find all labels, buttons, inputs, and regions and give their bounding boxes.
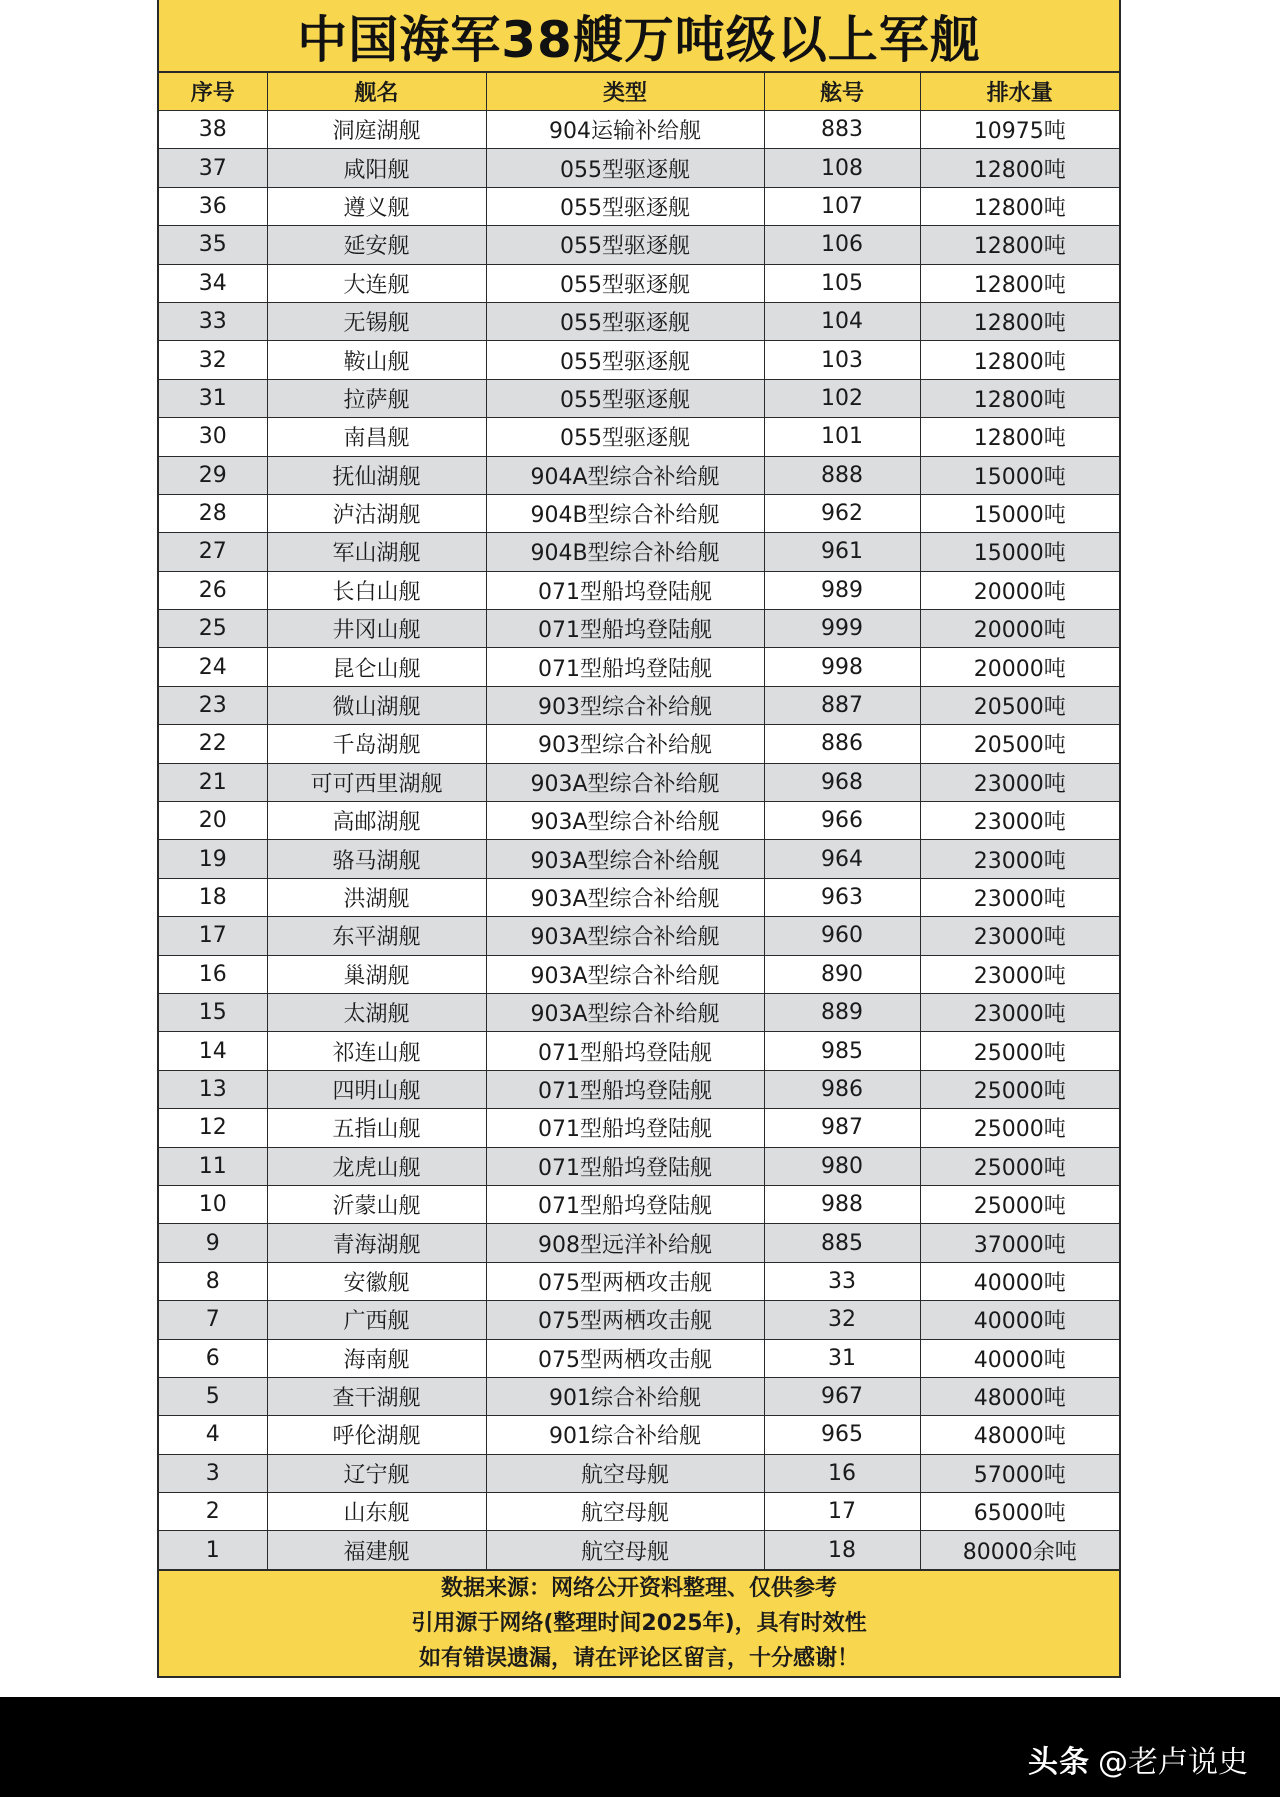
row-number: 21 (159, 763, 267, 801)
ship-type: 903A型综合补给舰 (486, 840, 764, 878)
ship-type: 075型两栖攻击舰 (486, 1339, 764, 1377)
table-row (159, 610, 1119, 648)
ship-name: 安徽舰 (267, 1262, 486, 1300)
table-row (159, 1416, 1119, 1454)
displacement: 20500吨 (920, 686, 1119, 724)
table-row (159, 341, 1119, 379)
displacement: 48000吨 (920, 1416, 1119, 1454)
ship-name: 高邮湖舰 (267, 802, 486, 840)
row-number: 30 (159, 418, 267, 456)
row-number: 4 (159, 1416, 267, 1454)
table-row (159, 456, 1119, 494)
displacement: 25000吨 (920, 1032, 1119, 1070)
displacement: 20000吨 (920, 648, 1119, 686)
row-number: 33 (159, 302, 267, 340)
ship-type: 904B型综合补给舰 (486, 533, 764, 571)
hull-number: 998 (764, 648, 920, 686)
hull-number: 889 (764, 993, 920, 1031)
row-number: 15 (159, 993, 267, 1031)
hull-number: 986 (764, 1070, 920, 1108)
row-number: 24 (159, 648, 267, 686)
displacement: 12800吨 (920, 264, 1119, 302)
table-row (159, 802, 1119, 840)
ship-type: 903A型综合补给舰 (486, 763, 764, 801)
hull-number: 885 (764, 1224, 920, 1262)
displacement: 25000吨 (920, 1109, 1119, 1147)
column-header-number: 序号 (159, 73, 267, 111)
row-number: 7 (159, 1301, 267, 1339)
table-row (159, 1032, 1119, 1070)
hull-number: 987 (764, 1109, 920, 1147)
ship-name: 福建舰 (267, 1531, 486, 1569)
ship-name: 沂蒙山舰 (267, 1185, 486, 1223)
displacement: 37000吨 (920, 1224, 1119, 1262)
ship-name: 长白山舰 (267, 571, 486, 609)
row-number: 22 (159, 725, 267, 763)
row-number: 17 (159, 917, 267, 955)
ship-type: 075型两栖攻击舰 (486, 1262, 764, 1300)
row-number: 20 (159, 802, 267, 840)
ship-name: 祁连山舰 (267, 1032, 486, 1070)
hull-number: 883 (764, 111, 920, 149)
ship-type: 071型船坞登陆舰 (486, 648, 764, 686)
row-number: 29 (159, 456, 267, 494)
hull-number: 966 (764, 802, 920, 840)
source-note-line-1: 数据来源：网络公开资料整理、仅供参考 (440, 1575, 837, 1601)
hull-number: 963 (764, 878, 920, 916)
table-row (159, 1109, 1119, 1147)
ship-type: 航空母舰 (486, 1454, 764, 1492)
table-row (159, 955, 1119, 993)
source-note-line-2: 引用源于网络(整理时间2025年)，具有时效性 (411, 1610, 867, 1636)
author-handle: @老卢说史 (1098, 1745, 1248, 1780)
page-title: 中国海军38艘万吨级以上军舰 (159, 0, 1119, 73)
table-row (159, 840, 1119, 878)
ship-name: 青海湖舰 (267, 1224, 486, 1262)
hull-number: 980 (764, 1147, 920, 1185)
table-row (159, 494, 1119, 532)
hull-number: 31 (764, 1339, 920, 1377)
table-row (159, 1301, 1119, 1339)
table-row (159, 1339, 1119, 1377)
hull-number: 106 (764, 226, 920, 264)
ship-type: 055型驱逐舰 (486, 264, 764, 302)
ship-name: 呼伦湖舰 (267, 1416, 486, 1454)
hull-number: 968 (764, 763, 920, 801)
ship-type: 航空母舰 (486, 1493, 764, 1531)
watermark-bar (0, 1697, 1280, 1797)
ship-type: 055型驱逐舰 (486, 302, 764, 340)
displacement: 12800吨 (920, 302, 1119, 340)
table-row (159, 725, 1119, 763)
displacement: 23000吨 (920, 955, 1119, 993)
table-row (159, 571, 1119, 609)
ship-name: 咸阳舰 (267, 149, 486, 187)
ship-name: 大连舰 (267, 264, 486, 302)
ship-name: 辽宁舰 (267, 1454, 486, 1492)
hull-number: 104 (764, 302, 920, 340)
ship-type: 055型驱逐舰 (486, 187, 764, 225)
hull-number: 886 (764, 725, 920, 763)
ship-name: 海南舰 (267, 1339, 486, 1377)
table-row (159, 379, 1119, 417)
ship-name: 泸沽湖舰 (267, 494, 486, 532)
table-row (159, 1493, 1119, 1531)
row-number: 19 (159, 840, 267, 878)
row-number: 38 (159, 111, 267, 149)
ship-type: 908型远洋补给舰 (486, 1224, 764, 1262)
ship-name: 查干湖舰 (267, 1377, 486, 1415)
displacement: 23000吨 (920, 763, 1119, 801)
ship-name: 龙虎山舰 (267, 1147, 486, 1185)
hull-number: 108 (764, 149, 920, 187)
ship-type: 055型驱逐舰 (486, 149, 764, 187)
row-number: 35 (159, 226, 267, 264)
displacement: 23000吨 (920, 802, 1119, 840)
ship-name: 南昌舰 (267, 418, 486, 456)
ship-name: 洪湖舰 (267, 878, 486, 916)
row-number: 37 (159, 149, 267, 187)
displacement: 12800吨 (920, 418, 1119, 456)
displacement: 23000吨 (920, 840, 1119, 878)
ship-name: 无锡舰 (267, 302, 486, 340)
ship-name: 四明山舰 (267, 1070, 486, 1108)
ship-type: 903A型综合补给舰 (486, 802, 764, 840)
table-header-row (159, 73, 1119, 111)
ship-name: 抚仙湖舰 (267, 456, 486, 494)
displacement: 65000吨 (920, 1493, 1119, 1531)
ship-name: 五指山舰 (267, 1109, 486, 1147)
table-row (159, 917, 1119, 955)
ship-name: 广西舰 (267, 1301, 486, 1339)
source-note-line-3: 如有错误遗漏，请在评论区留言，十分感谢！ (418, 1645, 859, 1671)
table-row (159, 1531, 1119, 1569)
toutiao-logo-text: 头条 (1028, 1745, 1090, 1780)
row-number: 36 (159, 187, 267, 225)
displacement: 23000吨 (920, 993, 1119, 1031)
ship-type: 055型驱逐舰 (486, 341, 764, 379)
ship-name: 可可西里湖舰 (267, 763, 486, 801)
displacement: 12800吨 (920, 226, 1119, 264)
row-number: 18 (159, 878, 267, 916)
ship-type: 071型船坞登陆舰 (486, 610, 764, 648)
column-header-name: 舰名 (267, 73, 486, 111)
ship-type: 075型两栖攻击舰 (486, 1301, 764, 1339)
ship-name: 骆马湖舰 (267, 840, 486, 878)
hull-number: 17 (764, 1493, 920, 1531)
ship-type: 901综合补给舰 (486, 1377, 764, 1415)
ship-type: 903型综合补给舰 (486, 686, 764, 724)
hull-number: 107 (764, 187, 920, 225)
table-row (159, 1224, 1119, 1262)
displacement: 23000吨 (920, 917, 1119, 955)
ships-table (159, 73, 1119, 1570)
column-header-hull: 舷号 (764, 73, 920, 111)
row-number: 10 (159, 1185, 267, 1223)
ship-type: 071型船坞登陆舰 (486, 571, 764, 609)
ship-type: 903型综合补给舰 (486, 725, 764, 763)
row-number: 32 (159, 341, 267, 379)
displacement: 20500吨 (920, 725, 1119, 763)
ship-type: 航空母舰 (486, 1531, 764, 1569)
ship-name: 军山湖舰 (267, 533, 486, 571)
ship-type: 055型驱逐舰 (486, 379, 764, 417)
ship-name: 太湖舰 (267, 993, 486, 1031)
table-row (159, 533, 1119, 571)
displacement: 12800吨 (920, 379, 1119, 417)
table-row (159, 1262, 1119, 1300)
ship-name: 鞍山舰 (267, 341, 486, 379)
ship-name: 山东舰 (267, 1493, 486, 1531)
ship-type: 055型驱逐舰 (486, 418, 764, 456)
ship-type: 071型船坞登陆舰 (486, 1070, 764, 1108)
source-note (159, 1570, 1119, 1678)
column-header-displacement: 排水量 (920, 73, 1119, 111)
table-row (159, 111, 1119, 149)
ship-type: 903A型综合补给舰 (486, 878, 764, 916)
displacement: 25000吨 (920, 1070, 1119, 1108)
table-row (159, 993, 1119, 1031)
table-body (159, 111, 1119, 1570)
table-row (159, 1185, 1119, 1223)
displacement: 12800吨 (920, 187, 1119, 225)
table-row (159, 187, 1119, 225)
displacement: 15000吨 (920, 456, 1119, 494)
row-number: 8 (159, 1262, 267, 1300)
row-number: 5 (159, 1377, 267, 1415)
hull-number: 967 (764, 1377, 920, 1415)
displacement: 80000余吨 (920, 1531, 1119, 1569)
table-row (159, 686, 1119, 724)
displacement: 12800吨 (920, 149, 1119, 187)
displacement: 57000吨 (920, 1454, 1119, 1492)
ship-name: 井冈山舰 (267, 610, 486, 648)
row-number: 3 (159, 1454, 267, 1492)
ship-name: 巢湖舰 (267, 955, 486, 993)
ship-name: 延安舰 (267, 226, 486, 264)
hull-number: 960 (764, 917, 920, 955)
displacement: 48000吨 (920, 1377, 1119, 1415)
table-row (159, 1454, 1119, 1492)
hull-number: 999 (764, 610, 920, 648)
table-row (159, 418, 1119, 456)
ship-name: 洞庭湖舰 (267, 111, 486, 149)
hull-number: 16 (764, 1454, 920, 1492)
displacement: 25000吨 (920, 1185, 1119, 1223)
row-number: 14 (159, 1032, 267, 1070)
displacement: 40000吨 (920, 1339, 1119, 1377)
displacement: 10975吨 (920, 111, 1119, 149)
row-number: 31 (159, 379, 267, 417)
column-header-type: 类型 (486, 73, 764, 111)
table-row (159, 878, 1119, 916)
table-row (159, 226, 1119, 264)
watermark (1028, 1737, 1248, 1781)
ship-type: 901综合补给舰 (486, 1416, 764, 1454)
ship-type: 904A型综合补给舰 (486, 456, 764, 494)
displacement: 15000吨 (920, 494, 1119, 532)
row-number: 2 (159, 1493, 267, 1531)
displacement: 15000吨 (920, 533, 1119, 571)
hull-number: 985 (764, 1032, 920, 1070)
ship-type: 903A型综合补给舰 (486, 993, 764, 1031)
row-number: 23 (159, 686, 267, 724)
row-number: 16 (159, 955, 267, 993)
row-number: 34 (159, 264, 267, 302)
hull-number: 102 (764, 379, 920, 417)
displacement: 12800吨 (920, 341, 1119, 379)
table-row (159, 648, 1119, 686)
table-row (159, 1070, 1119, 1108)
ship-name: 微山湖舰 (267, 686, 486, 724)
row-number: 25 (159, 610, 267, 648)
table-row (159, 1147, 1119, 1185)
hull-number: 988 (764, 1185, 920, 1223)
hull-number: 965 (764, 1416, 920, 1454)
row-number: 11 (159, 1147, 267, 1185)
displacement: 20000吨 (920, 571, 1119, 609)
hull-number: 962 (764, 494, 920, 532)
ship-type: 071型船坞登陆舰 (486, 1147, 764, 1185)
ship-type: 903A型综合补给舰 (486, 917, 764, 955)
hull-number: 103 (764, 341, 920, 379)
hull-number: 989 (764, 571, 920, 609)
row-number: 13 (159, 1070, 267, 1108)
ship-name: 昆仑山舰 (267, 648, 486, 686)
hull-number: 890 (764, 955, 920, 993)
hull-number: 101 (764, 418, 920, 456)
row-number: 1 (159, 1531, 267, 1569)
displacement: 20000吨 (920, 610, 1119, 648)
row-number: 9 (159, 1224, 267, 1262)
hull-number: 964 (764, 840, 920, 878)
ship-name: 东平湖舰 (267, 917, 486, 955)
displacement: 40000吨 (920, 1262, 1119, 1300)
hull-number: 33 (764, 1262, 920, 1300)
hull-number: 105 (764, 264, 920, 302)
row-number: 12 (159, 1109, 267, 1147)
ship-type: 055型驱逐舰 (486, 226, 764, 264)
table-row (159, 1377, 1119, 1415)
row-number: 27 (159, 533, 267, 571)
ship-table-sheet (157, 0, 1121, 1678)
ship-type: 904运输补给舰 (486, 111, 764, 149)
row-number: 26 (159, 571, 267, 609)
row-number: 6 (159, 1339, 267, 1377)
displacement: 40000吨 (920, 1301, 1119, 1339)
displacement: 25000吨 (920, 1147, 1119, 1185)
ship-name: 遵义舰 (267, 187, 486, 225)
row-number: 28 (159, 494, 267, 532)
hull-number: 18 (764, 1531, 920, 1569)
table-row (159, 264, 1119, 302)
ship-type: 071型船坞登陆舰 (486, 1109, 764, 1147)
hull-number: 887 (764, 686, 920, 724)
hull-number: 961 (764, 533, 920, 571)
table-row (159, 302, 1119, 340)
ship-type: 071型船坞登陆舰 (486, 1185, 764, 1223)
ship-name: 千岛湖舰 (267, 725, 486, 763)
hull-number: 888 (764, 456, 920, 494)
ship-type: 904B型综合补给舰 (486, 494, 764, 532)
table-row (159, 763, 1119, 801)
table-row (159, 149, 1119, 187)
hull-number: 32 (764, 1301, 920, 1339)
ship-type: 071型船坞登陆舰 (486, 1032, 764, 1070)
displacement: 23000吨 (920, 878, 1119, 916)
ship-type: 903A型综合补给舰 (486, 955, 764, 993)
ship-name: 拉萨舰 (267, 379, 486, 417)
